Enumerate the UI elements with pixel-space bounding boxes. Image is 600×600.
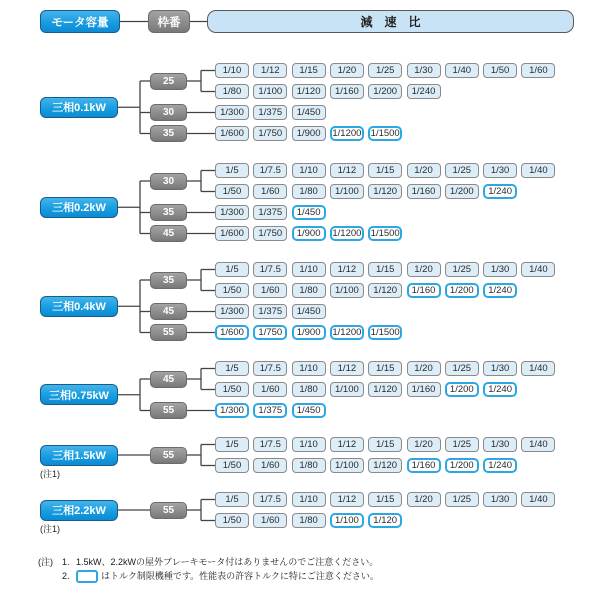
footnote-2-text: はトルク制限機種です。性能表の許容トルクに特にご注意ください。: [101, 571, 379, 581]
motor-capacity-node: 三相2.2kW: [40, 500, 118, 521]
ratio-box: 1/300: [215, 205, 249, 220]
ratio-box: 1/450: [292, 304, 326, 319]
ratio-box-torque-limited: 1/1200: [330, 126, 364, 141]
ratio-box: 1/40: [521, 492, 555, 507]
ratio-box: 1/600: [215, 126, 249, 141]
ratio-box-torque-limited: 1/240: [483, 283, 517, 298]
frame-number-node: 25: [150, 73, 187, 90]
ratio-box: 1/5: [215, 163, 249, 178]
ratio-box: 1/40: [521, 262, 555, 277]
ratio-box: 1/300: [215, 304, 249, 319]
ratio-box-torque-limited: 1/200: [445, 382, 479, 397]
ratio-box-torque-limited: 1/100: [330, 513, 364, 528]
header-motor-capacity: モータ容量: [40, 10, 120, 33]
footnote-2-number: 2.: [62, 571, 70, 581]
ratio-box-torque-limited: 1/450: [292, 205, 326, 220]
ratio-box: 1/20: [407, 437, 441, 452]
ratio-box: 1/12: [330, 361, 364, 376]
ratio-box: 1/25: [445, 262, 479, 277]
ratio-box: 1/120: [292, 84, 326, 99]
ratio-box-torque-limited: 1/900: [292, 226, 326, 241]
motor-capacity-node: 三相0.4kW: [40, 296, 118, 317]
motor-sub-note: (注1): [40, 468, 60, 479]
ratio-box: 1/300: [215, 105, 249, 120]
ratio-box: 1/160: [407, 184, 441, 199]
ratio-box: 1/30: [483, 262, 517, 277]
ratio-box-torque-limited: 1/1200: [330, 325, 364, 340]
ratio-box: 1/7.5: [253, 492, 287, 507]
frame-number-node: 55: [150, 447, 187, 464]
ratio-box-torque-limited: 1/1500: [368, 325, 402, 340]
ratio-box-torque-limited: 1/300: [215, 403, 249, 418]
ratio-box: 1/10: [292, 163, 326, 178]
ratio-box-torque-limited: 1/750: [253, 325, 287, 340]
motor-capacity-node: 三相1.5kW: [40, 445, 118, 466]
header-reduction-ratio: 減 速 比: [207, 10, 574, 33]
ratio-box: 1/15: [368, 163, 402, 178]
ratio-box: 1/12: [330, 492, 364, 507]
ratio-box: 1/80: [292, 184, 326, 199]
ratio-box: 1/7.5: [253, 437, 287, 452]
motor-sub-note: (注1): [40, 523, 60, 534]
ratio-box: 1/30: [407, 63, 441, 78]
footnote-2: [38, 569, 379, 583]
ratio-box: 1/200: [368, 84, 402, 99]
motor-capacity-node: 三相0.2kW: [40, 197, 118, 218]
ratio-box-torque-limited: 1/160: [407, 458, 441, 473]
ratio-box: 1/25: [445, 437, 479, 452]
ratio-box: 1/25: [445, 492, 479, 507]
ratio-box: 1/375: [253, 205, 287, 220]
ratio-box: 1/80: [292, 513, 326, 528]
ratio-box: 1/160: [330, 84, 364, 99]
footnote-prefix: (注): [38, 557, 53, 567]
ratio-box-torque-limited: 1/600: [215, 325, 249, 340]
ratio-box: 1/240: [407, 84, 441, 99]
ratio-box: 1/600: [215, 226, 249, 241]
frame-number-node: 45: [150, 303, 187, 320]
ratio-box-torque-limited: 1/450: [292, 403, 326, 418]
ratio-box: 1/10: [292, 437, 326, 452]
ratio-box: 1/20: [407, 262, 441, 277]
ratio-box: 1/20: [407, 361, 441, 376]
motor-capacity-node: 三相0.1kW: [40, 97, 118, 118]
ratio-box-torque-limited: 1/900: [292, 325, 326, 340]
ratio-box: 1/80: [215, 84, 249, 99]
ratio-box: 1/60: [253, 283, 287, 298]
ratio-box: 1/375: [253, 304, 287, 319]
ratio-box: 1/10: [292, 361, 326, 376]
ratio-box: 1/100: [253, 84, 287, 99]
ratio-box: 1/750: [253, 226, 287, 241]
ratio-box: 1/120: [368, 458, 402, 473]
frame-number-node: 35: [150, 125, 187, 142]
ratio-box: 1/5: [215, 361, 249, 376]
ratio-box: 1/50: [215, 283, 249, 298]
ratio-box: 1/60: [253, 458, 287, 473]
frame-number-node: 55: [150, 324, 187, 341]
ratio-box: 1/50: [483, 63, 517, 78]
frame-number-node: 30: [150, 104, 187, 121]
ratio-box: 1/40: [521, 163, 555, 178]
ratio-box: 1/40: [445, 63, 479, 78]
ratio-box: 1/12: [330, 262, 364, 277]
footnote-1: [38, 555, 379, 569]
ratio-box: 1/25: [445, 163, 479, 178]
ratio-box: 1/25: [445, 361, 479, 376]
ratio-box: 1/100: [330, 184, 364, 199]
footnote-1-number: 1.: [62, 557, 70, 567]
ratio-box: 1/120: [368, 382, 402, 397]
ratio-box: 1/30: [483, 163, 517, 178]
ratio-box: 1/15: [368, 262, 402, 277]
motor-capacity-node: 三相0.75kW: [40, 384, 118, 405]
ratio-box: 1/30: [483, 492, 517, 507]
ratio-box: 1/375: [253, 105, 287, 120]
ratio-box: 1/30: [483, 361, 517, 376]
ratio-box-torque-limited: 1/120: [368, 513, 402, 528]
ratio-box: 1/80: [292, 283, 326, 298]
ratio-box: 1/10: [215, 63, 249, 78]
frame-number-node: 55: [150, 502, 187, 519]
ratio-box-torque-limited: 1/200: [445, 283, 479, 298]
ratio-box: 1/5: [215, 492, 249, 507]
frame-number-node: 55: [150, 402, 187, 419]
ratio-box: 1/10: [292, 492, 326, 507]
ratio-box: 1/15: [368, 492, 402, 507]
ratio-box: 1/15: [292, 63, 326, 78]
frame-number-node: 45: [150, 225, 187, 242]
ratio-box: 1/20: [407, 163, 441, 178]
ratio-box-torque-limited: 1/240: [483, 184, 517, 199]
ratio-box-torque-limited: 1/200: [445, 458, 479, 473]
ratio-box: 1/200: [445, 184, 479, 199]
ratio-box: 1/10: [292, 262, 326, 277]
ratio-box: 1/60: [253, 382, 287, 397]
footnotes: [38, 555, 379, 583]
ratio-box: 1/60: [253, 513, 287, 528]
ratio-box: 1/5: [215, 437, 249, 452]
ratio-box: 1/5: [215, 262, 249, 277]
ratio-box: 1/20: [330, 63, 364, 78]
ratio-box: 1/50: [215, 513, 249, 528]
ratio-box: 1/80: [292, 382, 326, 397]
ratio-box: 1/120: [368, 184, 402, 199]
ratio-box: 1/100: [330, 283, 364, 298]
ratio-box-torque-limited: 1/240: [483, 382, 517, 397]
footnote-1-text: 1.5kW、2.2kWの屋外ブレーキモータ付はありませんのでご注意ください。: [76, 557, 379, 567]
ratio-box: 1/750: [253, 126, 287, 141]
ratio-box: 1/60: [521, 63, 555, 78]
ratio-box: 1/20: [407, 492, 441, 507]
ratio-box-torque-limited: 1/240: [483, 458, 517, 473]
ratio-box: 1/15: [368, 361, 402, 376]
torque-limited-legend-icon: [76, 570, 98, 583]
ratio-box: 1/12: [330, 163, 364, 178]
ratio-box: 1/50: [215, 184, 249, 199]
frame-number-node: 35: [150, 204, 187, 221]
ratio-box-torque-limited: 1/1500: [368, 126, 402, 141]
ratio-box: 1/15: [368, 437, 402, 452]
ratio-box: 1/120: [368, 283, 402, 298]
frame-number-node: 30: [150, 173, 187, 190]
ratio-box: 1/25: [368, 63, 402, 78]
ratio-box: 1/40: [521, 437, 555, 452]
ratio-box: 1/12: [253, 63, 287, 78]
frame-number-node: 45: [150, 371, 187, 388]
ratio-box: 1/50: [215, 382, 249, 397]
ratio-box: 1/7.5: [253, 262, 287, 277]
ratio-box: 1/50: [215, 458, 249, 473]
ratio-box: 1/7.5: [253, 163, 287, 178]
ratio-box: 1/100: [330, 382, 364, 397]
header-frame-number: 枠番: [148, 10, 190, 33]
ratio-box-torque-limited: 1/1500: [368, 226, 402, 241]
ratio-box: 1/40: [521, 361, 555, 376]
frame-number-node: 35: [150, 272, 187, 289]
ratio-box: 1/900: [292, 126, 326, 141]
ratio-box: 1/12: [330, 437, 364, 452]
ratio-box: 1/450: [292, 105, 326, 120]
ratio-box: 1/100: [330, 458, 364, 473]
ratio-box-torque-limited: 1/1200: [330, 226, 364, 241]
ratio-box: 1/7.5: [253, 361, 287, 376]
ratio-box-torque-limited: 1/375: [253, 403, 287, 418]
ratio-box: 1/30: [483, 437, 517, 452]
ratio-box: 1/60: [253, 184, 287, 199]
ratio-box-torque-limited: 1/160: [407, 283, 441, 298]
ratio-box: 1/160: [407, 382, 441, 397]
ratio-box: 1/80: [292, 458, 326, 473]
